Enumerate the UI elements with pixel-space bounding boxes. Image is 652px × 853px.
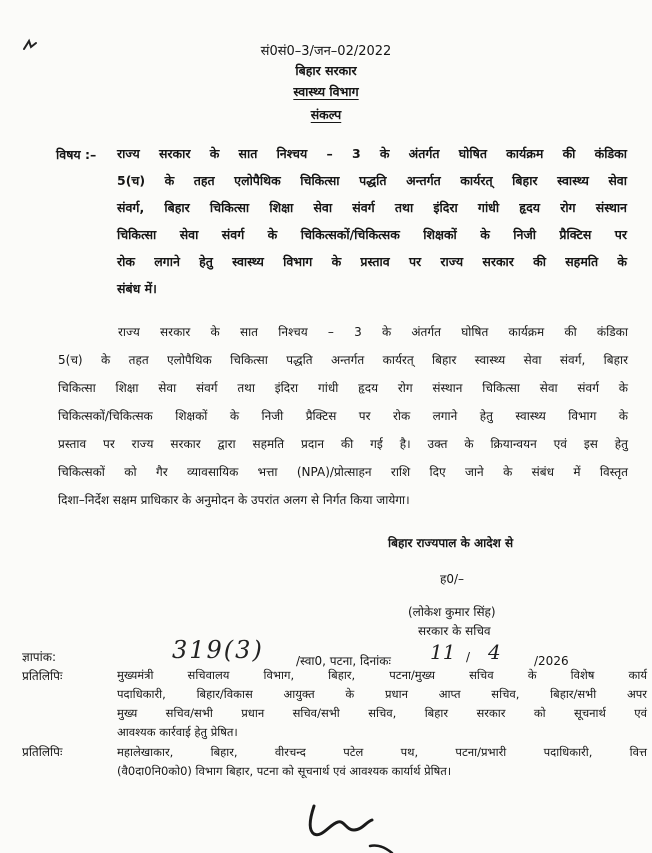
signatory-name: (लोकेश कुमार सिंह) <box>408 605 496 619</box>
handwritten-signature <box>300 800 420 853</box>
body-line: चिकित्सा शिक्षा सेवा संवर्ग तथा इंदिरा गांधी हृदय रोग संस्थान चिकित्सा सेवा संवर्ग के <box>58 381 628 395</box>
body-line: चिकित्सकों को गैर व्यावसायिक भत्ता (NPA)/प्रोत्साहन राशि दिए जाने के संबंध में विस्तृत <box>58 465 628 479</box>
copy-recipients-2 <box>117 743 647 781</box>
document-type: संकल्प <box>310 107 342 122</box>
copy-recipients-1 <box>117 666 647 742</box>
body-line: चिकित्सकों/चिकित्सक शिक्षकों के निजी प्रैक्टिस पर रोक लगाने हेतु स्वास्थ्य विभाग के <box>58 409 628 423</box>
subject-line: राज्य सरकार के सात निश्चय – 3 के अंतर्गत घोषित कार्यक्रम की कंडिका <box>117 146 627 161</box>
letter-number: सं0सं0–3/जन–02/2022 <box>260 44 392 59</box>
resolution-body <box>58 318 628 514</box>
subject-line: चिकित्सा सेवा संवर्ग के चिकित्सकों/चिकित्सक शिक्षकों के निजी प्रैक्टिस पर <box>117 227 627 242</box>
memo-label: ज्ञापांक: <box>22 650 56 664</box>
memo-date-month-handwritten: 4 <box>488 640 501 664</box>
body-line: दिशा–निर्देश सक्षम प्राधिकार के अनुमोदन के उपरांत अलग से निर्गत किया जायेगा। <box>58 493 410 507</box>
copy-label: प्रतिलिपिः <box>22 745 63 759</box>
subject-line: रोक लगाने हेतु स्वास्थ्य विभाग के प्रस्ताव पर राज्य सरकार की सहमति के <box>117 254 627 269</box>
subject-text <box>117 140 627 302</box>
department-name: स्वास्थ्य विभाग <box>293 84 359 99</box>
copy-line: मुख्य सचिव/सभी प्रधान सचिव/सभी सचिव, बिहार सरकार को सूचनार्थ एवं <box>117 706 647 720</box>
memo-number-handwritten: 319(3) <box>172 636 264 664</box>
body-line: प्रस्ताव पर राज्य सरकार द्वारा सहमति प्रदान की गई है। उक्त के क्रियान्वयन एवं इस हेतु <box>58 437 628 451</box>
copy-line: महालेखाकार, बिहार, वीरचन्द पटेल पथ, पटना/प्रभारी पदाधिकारी, वित्त <box>117 745 647 759</box>
subject-label: विषय :– <box>56 147 97 162</box>
copy-label: प्रतिलिपिः <box>22 669 63 683</box>
memo-date-day-handwritten: 11 <box>430 640 456 664</box>
government-name: बिहार सरकार <box>295 63 357 78</box>
memo-place: /स्वा0, पटना, दिनांकः <box>296 654 391 668</box>
date-separator: / <box>466 650 471 664</box>
copy-line: आवश्यक कार्रवाई हेतु प्रेषित। <box>117 725 238 739</box>
body-line: राज्य सरकार के सात निश्चय – 3 के अंतर्गत घोषित कार्यक्रम की कंडिका <box>118 325 628 339</box>
subject-line: संबंध में। <box>117 281 157 296</box>
copy-line: (वै0दा0नि0को0) विभाग बिहार, पटना को सूचनार्थ एवं आवश्यक कार्यार्थ प्रेषित। <box>117 764 452 778</box>
body-line: 5(च) के तहत एलोपैथिक चिकित्सा पद्धति अन्तर्गत कार्यरत् बिहार स्वास्थ्य सेवा संवर्ग, बिहार <box>58 353 628 367</box>
copy-line: पदाधिकारी, बिहार/विकास आयुक्त के प्रधान आप्त सचिव, बिहार/सभी अपर <box>117 687 647 701</box>
copy-line: मुख्यमंत्री सचिवालय विभाग, बिहार, पटना/मुख्य सचिव के विशेष कार्य <box>117 668 647 682</box>
signatory-designation: सरकार के सचिव <box>418 624 491 638</box>
subject-line: 5(च) के तहत एलोपैथिक चिकित्सा पद्धति अन्तर्गत कार्यरत् बिहार स्वास्थ्य सेवा <box>117 173 627 188</box>
subject-line: संवर्ग, बिहार चिकित्सा शिक्षा सेवा संवर्ग तथा इंदिरा गांधी हृदय रोग संस्थान <box>117 200 627 215</box>
by-order-of-governor: बिहार राज्यपाल के आदेश से <box>388 536 514 550</box>
memo-year: /2026 <box>534 654 569 668</box>
signed-mark: ह0/– <box>440 572 465 586</box>
